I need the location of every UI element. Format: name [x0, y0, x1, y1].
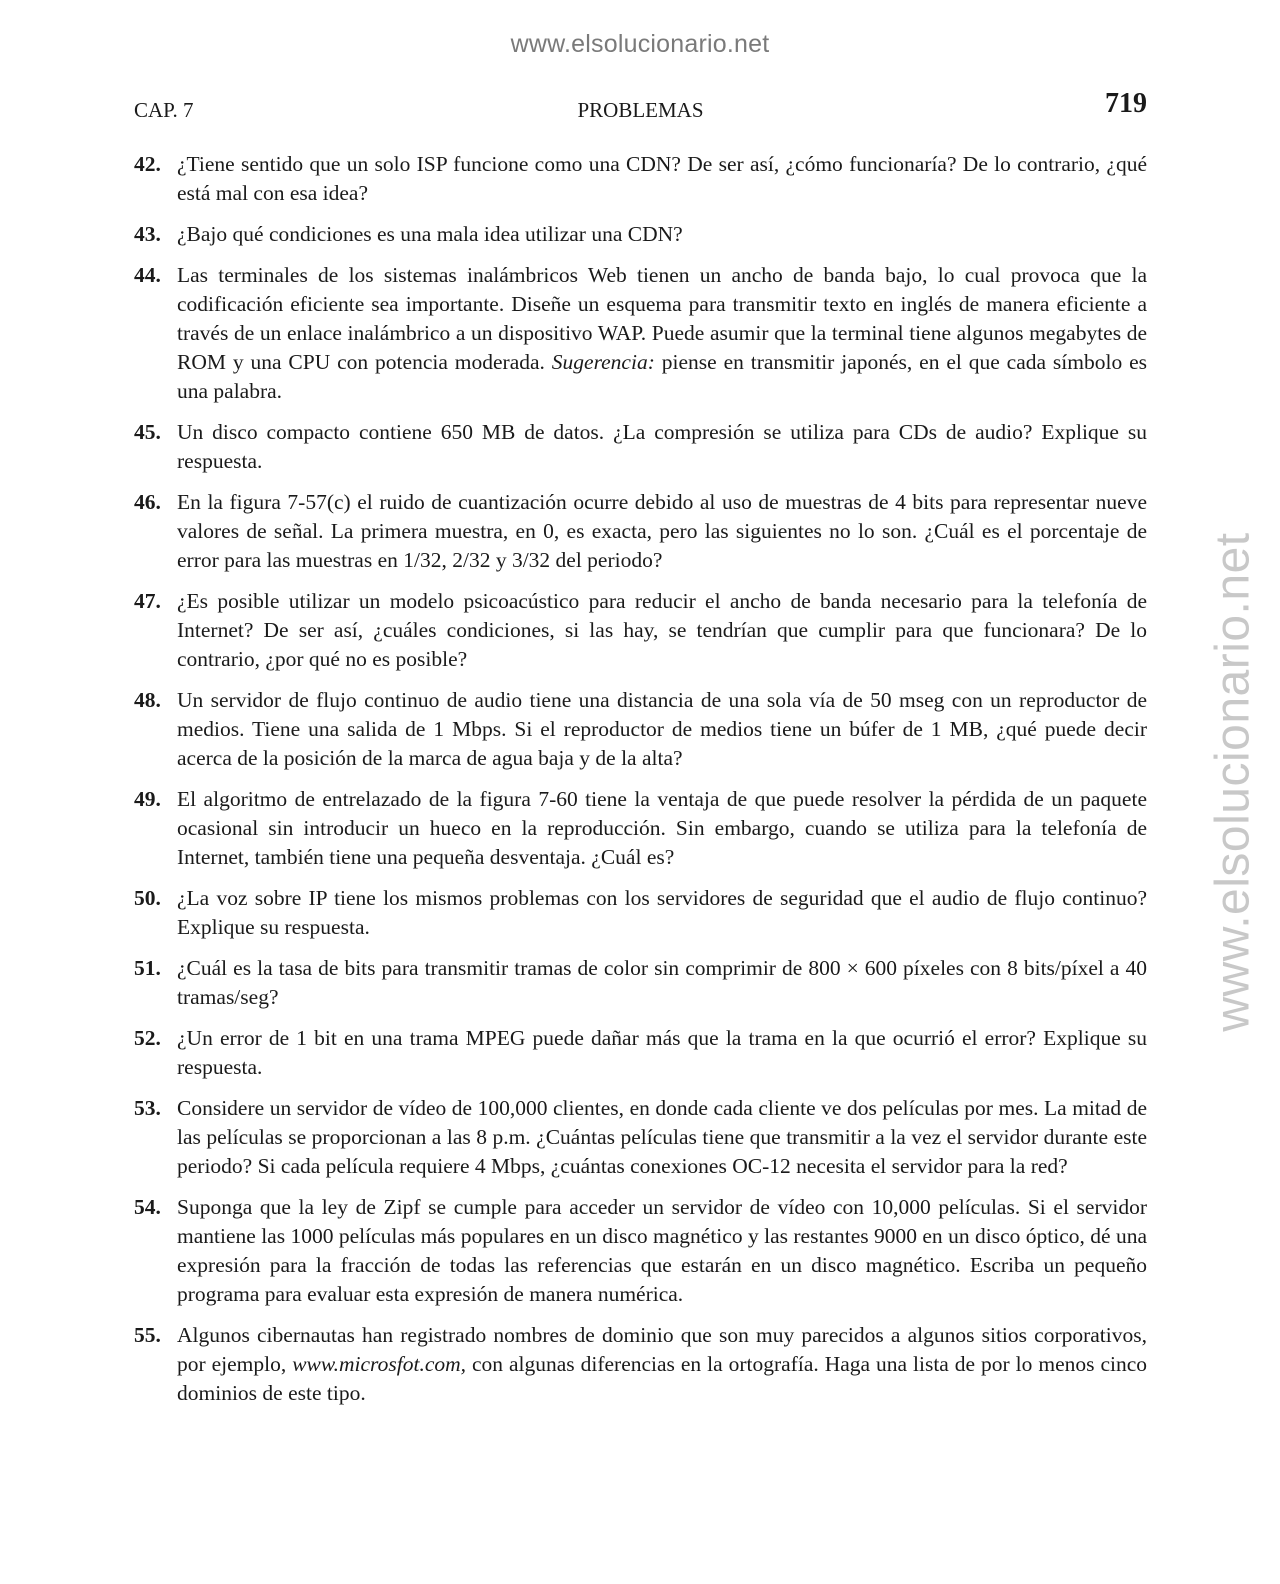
problem-item [134, 954, 1147, 1012]
problem-number: 45. [134, 420, 161, 444]
problem-emphasis: Sugerencia: [551, 350, 655, 374]
section-title: PROBLEMAS [577, 98, 704, 122]
problem-number: 52. [134, 1026, 161, 1050]
problem-text: piense en transmitir japonés, en el que cada símbolo es una palabra. [177, 350, 1147, 403]
watermark-url-side: www.elsolucionario.net [1206, 532, 1260, 1032]
problem-item [134, 261, 1147, 406]
problem-number: 49. [134, 787, 161, 811]
problem-number: 46. [134, 490, 161, 514]
problem-text: Un servidor de flujo continuo de audio tiene una distancia de una sola vía de 50 mseg con un reproductor de medios. Tiene una salida de 1 Mbps. Si el reproductor de medios tiene un búfer de 1 MB, ¿qué puede decir acerca de la posición de la marca de agua baja y de la alta? [177, 688, 1147, 770]
problem-text: ¿Es posible utilizar un modelo psicoacústico para reducir el ancho de banda necesario para la telefonía de Internet? De ser así, ¿cuáles condiciones, si las hay, se tendrían que cumplir para que funcionara? De lo contrario, ¿por qué no es posible? [177, 589, 1147, 671]
problem-text: En la figura 7-57(c) el ruido de cuantización ocurre debido al uso de muestras de 4 bits para representar nueve valores de señal. La primera muestra, en 0, es exacta, pero las siguientes no lo son. ¿Cuál es el porcentaje de error para las muestras en 1/32, 2/32 y 3/32 del periodo? [177, 490, 1147, 572]
problem-number: 55. [134, 1323, 161, 1347]
problem-text: El algoritmo de entrelazado de la figura 7-60 tiene la ventaja de que puede resolver la pérdida de un paquete ocasional sin introducir un hueco en la reproducción. Sin embargo, cuando se utiliza para la telefonía de Internet, también tiene una pequeña desventaja. ¿Cuál es? [177, 787, 1147, 869]
problem-item [134, 884, 1147, 942]
problem-number: 47. [134, 589, 161, 613]
watermark-url-top: www.elsolucionario.net [510, 30, 770, 58]
problem-number: 43. [134, 222, 161, 246]
problem-item [134, 1094, 1147, 1181]
problem-item [134, 418, 1147, 476]
problem-text: Un disco compacto contiene 650 MB de datos. ¿La compresión se utiliza para CDs de audio? Explique su respuesta. [177, 420, 1147, 473]
problem-text: Las terminales de los sistemas inalámbricos Web tienen un ancho de banda bajo, lo cual provoca que la codificación eficiente sea importante. Diseñe un esquema para transmitir texto en inglés de manera eficiente a través de un enlace inalámbrico a un dispositivo WAP. Puede asumir que la terminal tiene algunos megabytes de ROM y una CPU con potencia moderada. [177, 263, 1147, 374]
problem-text: ¿Tiene sentido que un solo ISP funcione como una CDN? De ser así, ¿cómo funcionaría? De lo contrario, ¿qué está mal con esa idea? [177, 152, 1147, 205]
problem-text: ¿Bajo qué condiciones es una mala idea utilizar una CDN? [177, 222, 683, 246]
problem-text: Suponga que la ley de Zipf se cumple para acceder un servidor de vídeo con 10,000 películas. Si el servidor mantiene las 1000 películas más populares en un disco magnético y las restantes 9000 en un disco óptico, dé una expresión para la fracción de todas las referencias que estarán en un disco magnético. Escriba un pequeño programa para evaluar esta expresión de manera numérica. [177, 1195, 1147, 1306]
problem-emphasis: www.microsfot.com, [292, 1352, 467, 1376]
problem-text: con algunas diferencias en la ortografía. Haga una lista de por lo menos cinco dominios de este tipo. [177, 1352, 1147, 1405]
problem-text: Algunos cibernautas han registrado nombres de dominio que son muy parecidos a algunos sitios corporativos, por ejemplo, [177, 1323, 1147, 1376]
problem-text: ¿Cuál es la tasa de bits para transmitir tramas de color sin comprimir de 800 × 600 píxeles con 8 bits/píxel a 40 tramas/seg? [177, 956, 1147, 1009]
problem-number: 48. [134, 688, 161, 712]
problem-number: 54. [134, 1195, 161, 1219]
problem-number: 44. [134, 263, 161, 287]
problem-text: ¿Un error de 1 bit en una trama MPEG puede dañar más que la trama en la que ocurrió el error? Explique su respuesta. [177, 1026, 1147, 1079]
problem-item [134, 220, 1147, 249]
problem-item [134, 150, 1147, 208]
problem-text: Considere un servidor de vídeo de 100,000 clientes, en donde cada cliente ve dos películas por mes. La mitad de las películas se proporcionan a las 8 p.m. ¿Cuántas películas tiene que transmitir a la vez el servidor durante este periodo? Si cada película requiere 4 Mbps, ¿cuántas conexiones OC-12 necesita el servidor para la red? [177, 1096, 1147, 1178]
problem-item [134, 587, 1147, 674]
problem-number: 50. [134, 886, 161, 910]
problem-item [134, 686, 1147, 773]
problem-item [134, 785, 1147, 872]
chapter-label: CAP. 7 [134, 98, 194, 122]
problem-number: 53. [134, 1096, 161, 1120]
problem-item [134, 1193, 1147, 1309]
problem-list [134, 150, 1147, 1420]
problem-item [134, 1321, 1147, 1408]
problem-item [134, 488, 1147, 575]
problem-number: 51. [134, 956, 161, 980]
problem-number: 42. [134, 152, 161, 176]
problem-item [134, 1024, 1147, 1082]
page-number: 719 [1105, 88, 1147, 119]
problem-text: ¿La voz sobre IP tiene los mismos problemas con los servidores de seguridad que el audio de flujo continuo? Explique su respuesta. [177, 886, 1147, 939]
page-header [134, 88, 1147, 128]
